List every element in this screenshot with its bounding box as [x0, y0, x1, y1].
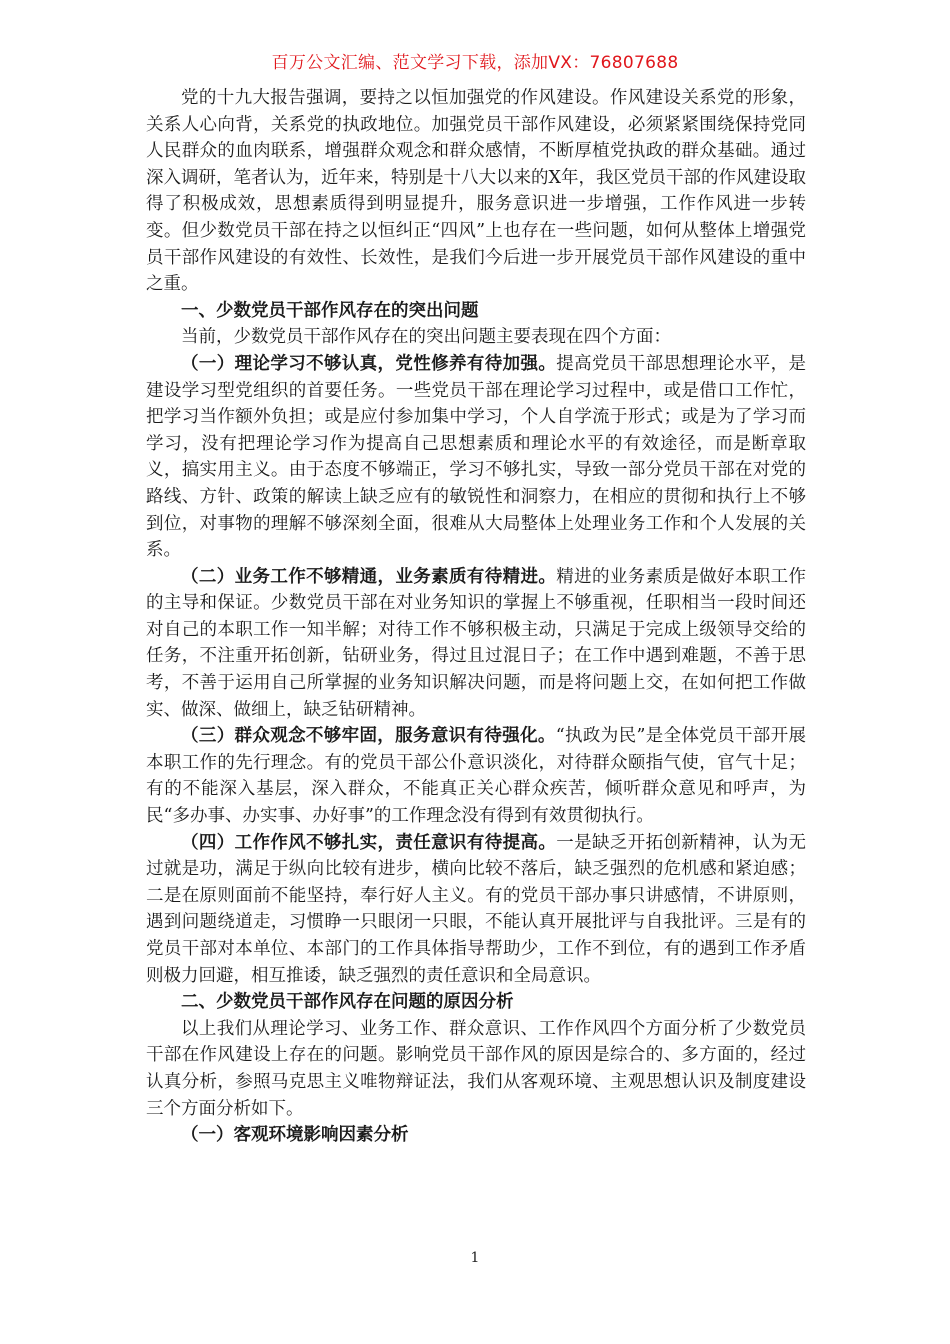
body-work-style: 一是缺乏开拓创新精神，认为无过就是功，满足于纵向比较有进步，横向比较不落后，缺乏强烈的危机感和紧迫感；二是在原则面前不能坚持，奉行好人主义。有的党员干部办事只讲感情，不讲原则，遇到问题绕道走，习惯睁一只眼闭一只眼，不能认真开展批评与自我批评。三是有的党员干部对本单位、本部门的工作具体指导帮助少，工作不到位，有的遇到工作矛盾则极力回避，相互推诿，缺乏强烈的责任意识和全局意识。 [146, 832, 807, 986]
lead-theory-study: （一）理论学习不够认真，党性修养有待加强。 [181, 353, 557, 374]
paragraph-analysis: 以上我们从理论学习、业务工作、群众意识、工作作风四个方面分析了少数党员干部在作风建设上存在的问题。影响党员干部作风的原因是综合的、多方面的，经过认真分析，参照马克思主义唯物辩证法，我们从客观环境、主观思想认识及制度建设三个方面分析如下。 [146, 1018, 806, 1119]
page-number: 1 [470, 1250, 480, 1266]
body-mass-concept: “执政为民”是全体党员干部开展本职工作的先行理念。有的党员干部公仆意识淡化，对待群众颐指气使，官气十足；有的不能深入基层，深入群众，不能真正关心群众疾苦，倾听群众意见和呼声，为民“多办事、办实事、办好事”的工作理念没有得到有效贯彻执行。 [146, 726, 806, 827]
lead-business-work: （二）业务工作不够精通，业务素质有待精进。 [181, 566, 557, 587]
paragraph-mass-concept [146, 723, 806, 829]
body-theory-study: 提高党员干部思想理论水平，是建设学习型党组织的首要任务。一些党员干部在理论学习过程中，或是借口工作忙，把学习当作额外负担；或是应付参加集中学习，个人自学流于形式；或是为了学习而学习，没有把理论学习作为提高自己思想素质和理论水平的有效途径，而是断章取义，搞实用主义。由于态度不够端正，学习不够扎实，导致一部分党员干部在对党的路线、方针、政策的解读上缺乏应有的敏锐性和洞察力，在相应的贯彻和执行上不够到位，对事物的理解不够深刻全面，很难从大局整体上处理业务工作和个人发展的关系。 [146, 353, 807, 561]
document-body [146, 85, 806, 1149]
paragraph-intro: 党的十九大报告强调，要持之以恒加强党的作风建设。作风建设关系党的形象，关系人心向背，关系党的执政地位。加强党员干部作风建设，必须紧紧围绕保持党同人民群众的血肉联系，增强群众观念和群众感情，不断厚植党执政的群众基础。通过深入调研，笔者认为，近年来，特别是十八大以来的X年，我区党员干部的作风建设取得了积极成效，思想素质得到明显提升，服务意识进一步增强，工作作风进一步转变。但少数党员干部在持之以恒纠正“四风”上也存在一些问题，如何从整体上增强党员干部作风建设的有效性、长效性，是我们今后进一步开展党员干部作风建设的重中之重。 [146, 88, 806, 295]
section-heading-2: 二、少数党员干部作风存在问题的原因分析 [181, 992, 514, 1013]
lead-mass-concept: （三）群众观念不够牢固，服务意识有待强化。 [181, 726, 556, 747]
promo-banner: 百万公文汇编、范文学习下载，添加VX：76807688 [271, 53, 679, 73]
paragraph-work-style [146, 830, 806, 990]
paragraph-theory-study [146, 351, 806, 564]
body-business-work: 精进的业务素质是做好本职工作的主导和保证。少数党员干部在对业务知识的掌握上不够重视，任职相当一段时间还对自己的本职工作一知半解；对待工作不够积极主动，只满足于完成上级领导交给的任务，不注重开拓创新，钻研业务，得过且过混日子；在工作中遇到难题，不善于思考，不善于运用自己所掌握的业务知识解决问题，而是将问题上交，在如何把工作做实、做深、做细上，缺乏钻研精神。 [146, 566, 807, 720]
subsection-heading-objective: （一）客观环境影响因素分析 [181, 1125, 409, 1146]
paragraph-overview: 当前，少数党员干部作风存在的突出问题主要表现在四个方面： [181, 327, 671, 348]
lead-work-style: （四）工作作风不够扎实，责任意识有待提高。 [181, 832, 557, 853]
paragraph-business-work [146, 564, 806, 724]
section-heading-1: 一、少数党员干部作风存在的突出问题 [181, 300, 479, 321]
